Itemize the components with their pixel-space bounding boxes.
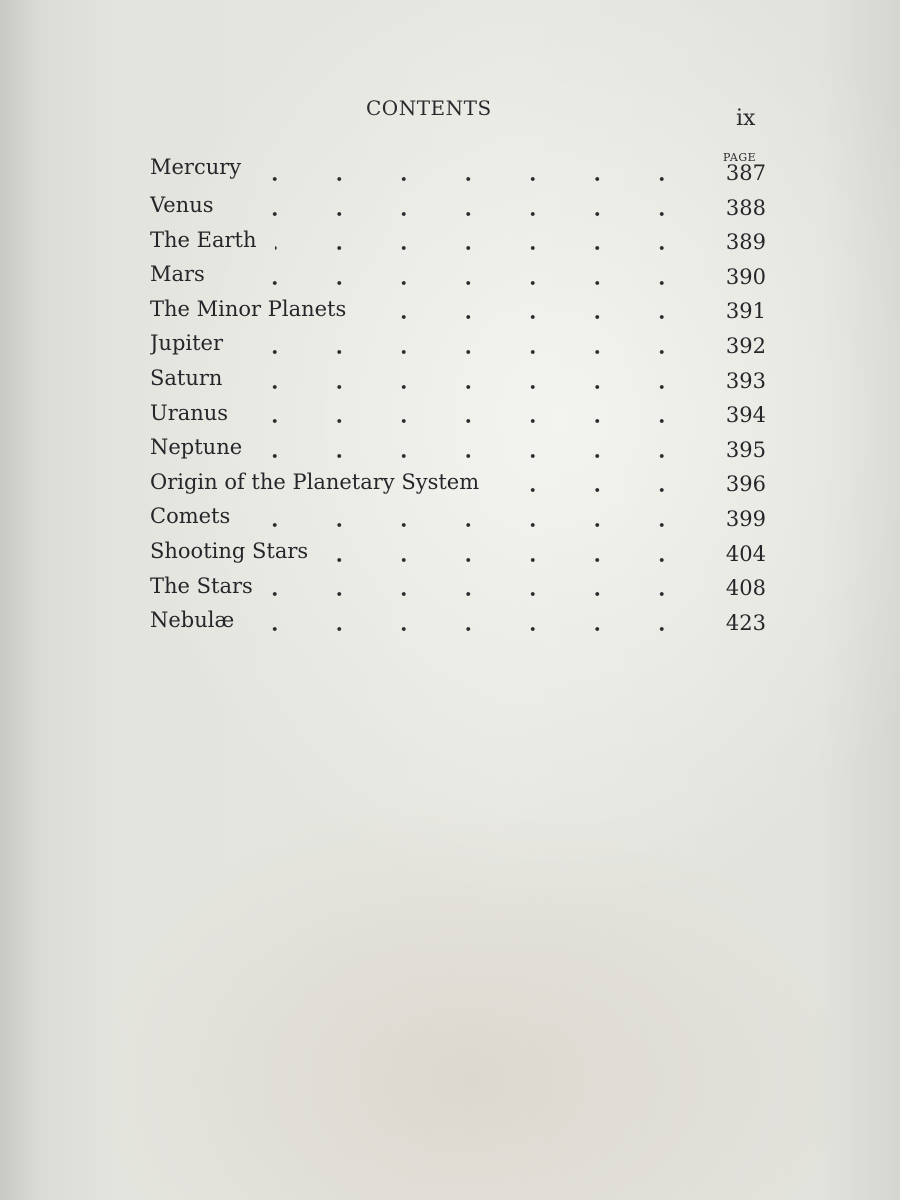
- toc-entry: [150, 432, 766, 467]
- dot-leader: [497, 487, 694, 493]
- toc-entry: [150, 536, 766, 571]
- toc-entry: [150, 501, 766, 536]
- entry-title: The Earth: [150, 227, 257, 252]
- entry-page-number: 394: [725, 403, 766, 428]
- toc-entry: [150, 328, 766, 363]
- entry-page-number: 388: [725, 195, 766, 220]
- entry-page-number: 390: [725, 264, 766, 289]
- entry-title: Mercury: [150, 155, 242, 179]
- entry-title: Nebulæ: [150, 608, 235, 633]
- entry-page-number: 423: [725, 610, 766, 635]
- dot-leader: [252, 626, 694, 632]
- entry-title: Uranus: [150, 400, 229, 425]
- toc-entry: [150, 398, 766, 433]
- entry-title: Saturn: [150, 365, 223, 390]
- dot-leader: [271, 591, 694, 597]
- entry-title: The Stars: [150, 573, 253, 598]
- dot-leader: [223, 280, 694, 286]
- entry-title: The Minor Planets: [150, 296, 347, 321]
- entry-page-number: 389: [725, 230, 766, 255]
- entry-title: Mars: [150, 262, 205, 287]
- dot-leader: [364, 314, 694, 320]
- dot-leader: [241, 349, 694, 355]
- entry-page-number: 408: [725, 576, 766, 601]
- entry-page-number: 396: [725, 472, 766, 497]
- entry-page-number: 391: [725, 299, 766, 324]
- entry-page-number: 393: [725, 368, 766, 393]
- entry-page-number: 395: [725, 437, 766, 462]
- page-column-label: PAGE: [723, 151, 757, 164]
- toc-entry: [150, 190, 766, 225]
- toc-entry: [150, 225, 766, 260]
- dot-leader: [259, 176, 694, 182]
- dot-leader: [232, 211, 694, 217]
- entry-title: Neptune: [150, 435, 243, 460]
- entry-page-number: 387: [725, 161, 766, 185]
- toc-entry: [150, 363, 766, 398]
- dot-leader: [246, 418, 694, 424]
- dot-leader: [260, 453, 694, 459]
- dot-leader: [248, 522, 694, 528]
- entry-title: Comets: [150, 504, 231, 529]
- entry-title: Venus: [150, 193, 214, 217]
- toc-entry: [150, 467, 766, 502]
- entry-title: Shooting Stars: [150, 538, 309, 563]
- entry-page-number: 392: [725, 333, 766, 358]
- table-of-contents: [150, 152, 766, 640]
- toc-entry: [150, 152, 766, 190]
- dot-leader: [240, 384, 694, 390]
- toc-entry: [150, 294, 766, 329]
- entry-page-number: 404: [725, 541, 766, 566]
- toc-entry: [150, 259, 766, 294]
- page-folio: ix: [736, 106, 756, 131]
- toc-entry: [150, 605, 766, 640]
- entry-title: Origin of the Planetary System: [150, 469, 480, 494]
- entry-title: Jupiter: [150, 331, 224, 356]
- entry-page-number: 399: [725, 506, 766, 531]
- running-head: CONTENTS: [366, 96, 492, 120]
- dot-leader: [326, 557, 694, 563]
- toc-entry: [150, 571, 766, 606]
- dot-leader: [275, 245, 694, 251]
